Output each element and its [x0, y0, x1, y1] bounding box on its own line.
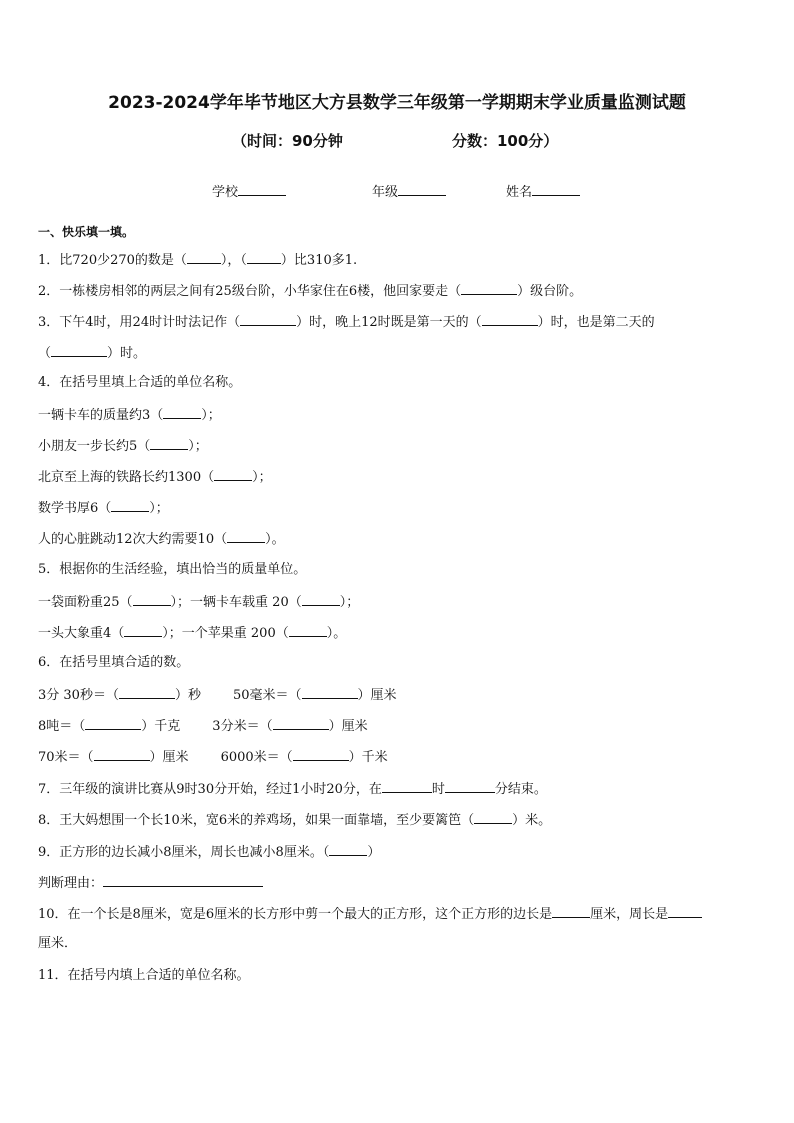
- answer-blank[interactable]: [187, 251, 221, 264]
- answer-blank[interactable]: [482, 313, 538, 326]
- answer-blank[interactable]: [150, 437, 188, 450]
- answer-blank[interactable]: [240, 313, 296, 326]
- question-9-reason: 判断理由：: [38, 874, 263, 892]
- school-blank[interactable]: [238, 183, 286, 196]
- answer-blank[interactable]: [124, 624, 162, 637]
- answer-blank[interactable]: [85, 717, 141, 730]
- name-field: [506, 181, 580, 200]
- answer-blank[interactable]: [214, 468, 252, 481]
- answer-blank[interactable]: [329, 843, 367, 856]
- question-5-heading: 5．根据你的生活经验，填出恰当的质量单位。: [38, 562, 307, 577]
- question-6-row: 70米＝（ ）厘米 6000米＝（ ）千米: [38, 750, 388, 765]
- question-4-heading: 4．在括号里填上合适的单位名称。: [38, 375, 242, 390]
- school-label: 学校: [212, 185, 239, 200]
- question-7: 7．三年级的演讲比赛从9时30分开始，经过1小时20分，在 时 分结束。: [38, 782, 547, 797]
- grade-blank[interactable]: [398, 183, 446, 196]
- question-6-heading: 6．在括号里填合适的数。: [38, 655, 190, 670]
- exam-title: 2023-2024学年毕节地区大方县数学三年级第一学期期末学业质量监测试题: [108, 93, 686, 113]
- section-heading: 一、快乐填一填。: [38, 225, 135, 239]
- answer-blank[interactable]: [461, 282, 517, 295]
- grade-label: 年级: [372, 185, 399, 200]
- answer-blank[interactable]: [445, 780, 495, 793]
- question-4-item: 人的心脏跳动12次大约需要10（ ）。: [38, 532, 285, 547]
- exam-time: （时间：90分钟: [232, 132, 343, 150]
- answer-blank[interactable]: [289, 624, 327, 637]
- answer-blank[interactable]: [302, 593, 340, 606]
- question-6-row: 8吨＝（ ）千克 3分米＝（ ）厘米: [38, 719, 368, 734]
- question-8: 8．王大妈想围一个长10米，宽6米的养鸡场，如果一面靠墙，至少要篱笆（ ）米。: [38, 813, 552, 828]
- answer-blank[interactable]: [474, 811, 512, 824]
- answer-blank[interactable]: [51, 344, 107, 357]
- exam-score: 分数：100分）: [452, 132, 559, 150]
- answer-blank[interactable]: [302, 686, 358, 699]
- question-4-item: 数学书厚6（ ）；: [38, 501, 169, 516]
- answer-blank[interactable]: [227, 530, 265, 543]
- question-9: 9．正方形的边长减小8厘米，周长也减小8厘米。（ ）: [38, 845, 381, 860]
- name-label: 姓名: [506, 185, 533, 200]
- answer-blank[interactable]: [668, 905, 702, 918]
- question-10: 10．在一个长是8厘米，宽是6厘米的长方形中剪一个最大的正方形，这个正方形的边长是 厘米，周长是: [38, 905, 702, 923]
- question-1: 1．比720少270的数是（ ），（ ）比310多1.: [38, 253, 358, 268]
- answer-blank[interactable]: [293, 748, 349, 761]
- question-2: 2．一栋楼房相邻的两层之间有25级台阶，小华家住在6楼，他回家要走（ ）级台阶。: [38, 284, 583, 299]
- question-3: 3．下午4时，用24时计时法记作（ ）时，晚上12时既是第一天的（ ）时，也是第二天的: [38, 315, 655, 330]
- school-field: [212, 181, 286, 200]
- name-blank[interactable]: [532, 183, 580, 196]
- grade-field: [372, 181, 446, 200]
- question-11: 11．在括号内填上合适的单位名称。: [38, 968, 250, 983]
- reason-blank[interactable]: [103, 874, 263, 887]
- answer-blank[interactable]: [382, 780, 432, 793]
- question-10-continued: 厘米．: [38, 936, 78, 951]
- question-5-item: 一袋面粉重25（ ）；一辆卡车载重 20（ ）；: [38, 595, 360, 610]
- answer-blank[interactable]: [273, 717, 329, 730]
- question-6-row: 3分 30秒＝（ ）秒 50毫米＝（ ）厘米: [38, 688, 397, 703]
- question-4-item: 北京至上海的铁路长约1300（ ）；: [38, 470, 272, 485]
- answer-blank[interactable]: [119, 686, 175, 699]
- answer-blank[interactable]: [552, 905, 590, 918]
- question-5-item: 一头大象重4（ ）；一个苹果重 200（ ）。: [38, 626, 347, 641]
- answer-blank[interactable]: [247, 251, 281, 264]
- answer-blank[interactable]: [111, 499, 149, 512]
- answer-blank[interactable]: [163, 406, 201, 419]
- question-4-item: 一辆卡车的质量约3（ ）；: [38, 408, 221, 423]
- question-3-continued: （ ）时。: [38, 346, 147, 361]
- answer-blank[interactable]: [94, 748, 150, 761]
- question-4-item: 小朋友一步长约5（ ）；: [38, 439, 208, 454]
- answer-blank[interactable]: [133, 593, 171, 606]
